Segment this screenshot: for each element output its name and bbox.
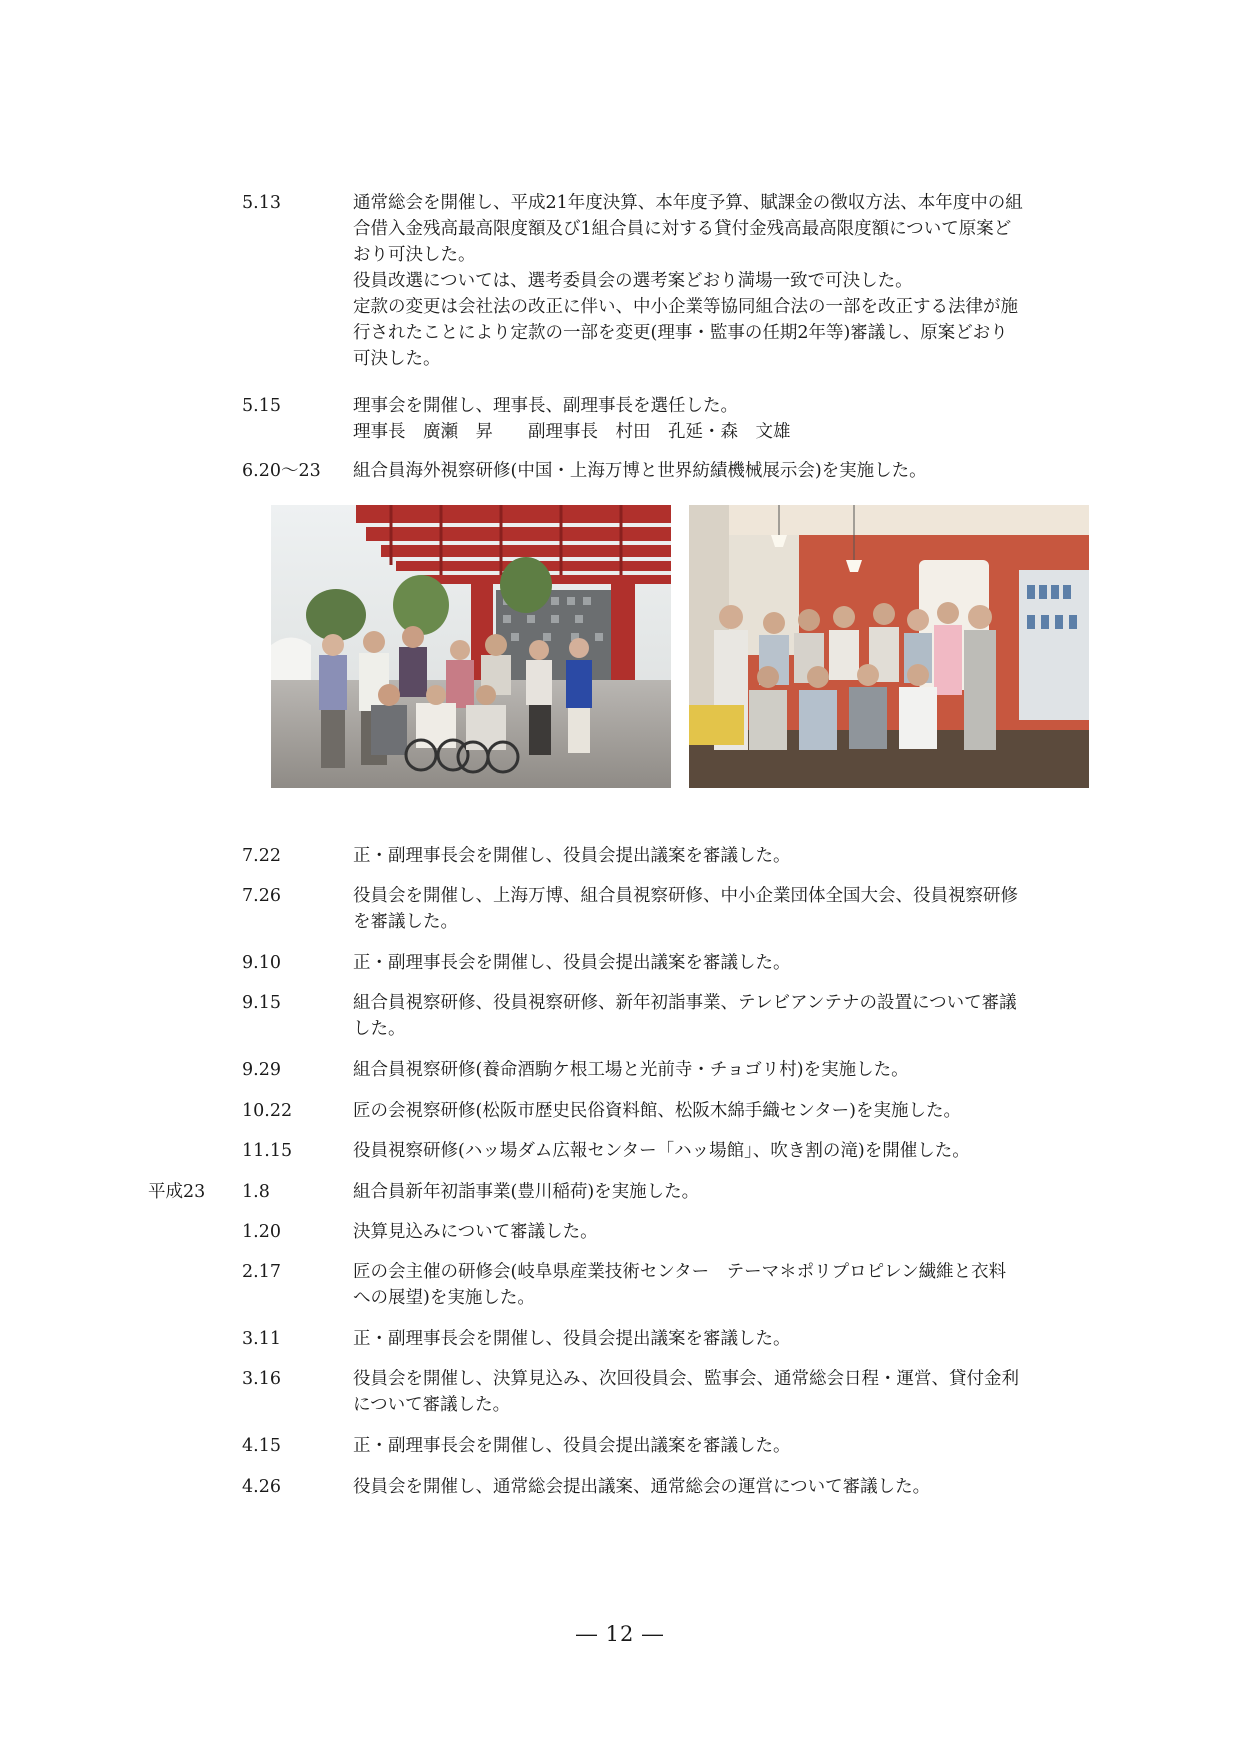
entry-text — [353, 1433, 1093, 1459]
entry-text — [353, 1179, 1093, 1205]
entry-line: 役員改選については、選考委員会の選考案どおり満場一致で可決した。 — [353, 271, 913, 291]
entry-text — [353, 950, 1093, 976]
entry-date: 4.15 — [242, 1436, 281, 1456]
entry-date: 2.17 — [242, 1262, 281, 1282]
entry-line: 役員会を開催し、上海万博、組合員視察研修、中小企業団体全国大会、役員視察研修 — [353, 886, 1018, 906]
entry-line: 組合員視察研修(養命酒駒ケ根工場と光前寺・チョゴリ村)を実施した。 — [353, 1060, 909, 1080]
entry-date: 9.10 — [242, 953, 281, 973]
entry-line: 組合員視察研修、役員視察研修、新年初詣事業、テレビアンテナの設置について審議 — [353, 993, 1017, 1013]
entry-line: 定款の変更は会社法の改正に伴い、中小企業等協同組合法の一部を改正する法律が施 — [353, 297, 1018, 317]
entry-text — [353, 1326, 1093, 1352]
entry-line: 決算見込みについて審議した。 — [353, 1222, 598, 1242]
entry-date: 3.11 — [242, 1329, 281, 1349]
entry-line: 役員会を開催し、決算見込み、次回役員会、監事会、通常総会日程・運営、貸付金利 — [353, 1369, 1020, 1389]
entry-line: 正・副理事長会を開催し、役員会提出議案を審議した。 — [353, 846, 791, 866]
entry-date: 5.13 — [242, 193, 281, 213]
entry-date: 9.29 — [242, 1060, 281, 1080]
entry-text — [353, 1259, 1093, 1311]
entry-line: への展望)を実施した。 — [353, 1288, 535, 1308]
entry-date: 3.16 — [242, 1369, 281, 1389]
expo-group-photo — [271, 505, 671, 788]
entry-line: した。 — [353, 1019, 406, 1039]
entry-line: について審議した。 — [353, 1395, 511, 1415]
entry-line: 役員視察研修(ハッ場ダム広報センター「ハッ場館」、吹き割の滝)を開催した。 — [353, 1141, 970, 1161]
entry-text — [353, 458, 1093, 484]
banquet-group-photo — [689, 505, 1089, 788]
entry-line: 理事長 廣瀬 昇 副理事長 村田 孔延・森 文雄 — [353, 422, 791, 442]
entry-text — [353, 393, 1093, 445]
entry-date: 4.26 — [242, 1477, 281, 1497]
entry-line: 可決した。 — [353, 349, 441, 369]
entry-date: 7.26 — [242, 886, 281, 906]
entry-line: 合借入金残高最高限度額及び1組合員に対する貸付金残高最高限度額について原案ど — [353, 219, 1012, 239]
entry-text — [353, 1474, 1093, 1500]
entry-date: 7.22 — [242, 846, 281, 866]
entry-line: 正・副理事長会を開催し、役員会提出議案を審議した。 — [353, 1329, 791, 1349]
entry-text — [353, 1098, 1093, 1124]
entry-date: 6.20～23 — [242, 461, 321, 481]
entry-date: 1.20 — [242, 1222, 281, 1242]
entry-text — [353, 1366, 1093, 1418]
entry-date: 11.15 — [242, 1141, 293, 1161]
entry-date: 10.22 — [242, 1101, 293, 1121]
page-number: ― 12 ― — [575, 1622, 665, 1646]
entry-text — [353, 990, 1093, 1042]
entry-line: 行されたことにより定款の一部を変更(理事・監事の任期2年等)審議し、原案どおり — [353, 323, 1008, 343]
entry-date: 9.15 — [242, 993, 281, 1013]
entry-date: 1.8 — [242, 1182, 270, 1202]
entry-line: 組合員新年初詣事業(豊川稲荷)を実施した。 — [353, 1182, 700, 1202]
entry-line: 理事会を開催し、理事長、副理事長を選任した。 — [353, 396, 738, 416]
entry-text — [353, 1138, 1093, 1164]
entry-line: 通常総会を開催し、平成21年度決算、本年度予算、賦課金の徴収方法、本年度中の組 — [353, 193, 1023, 213]
entry-year: 平成23 — [148, 1182, 206, 1202]
entry-line: 匠の会主催の研修会(岐阜県産業技術センター テーマ＊ポリプロピレン繊維と衣料 — [353, 1262, 1007, 1282]
entry-text — [353, 1057, 1093, 1083]
entry-date: 5.15 — [242, 396, 281, 416]
entry-text — [353, 1219, 1093, 1245]
entry-line: を審議した。 — [353, 912, 458, 932]
entry-text — [353, 190, 1093, 372]
entry-line: 組合員海外視察研修(中国・上海万博と世界紡績機械展示会)を実施した。 — [353, 461, 927, 481]
entry-text — [353, 843, 1093, 869]
entry-line: おり可決した。 — [353, 245, 476, 265]
entry-line: 匠の会視察研修(松阪市歴史民俗資料館、松阪木綿手織センター)を実施した。 — [353, 1101, 961, 1121]
entry-line: 正・副理事長会を開催し、役員会提出議案を審議した。 — [353, 953, 791, 973]
entry-line: 正・副理事長会を開催し、役員会提出議案を審議した。 — [353, 1436, 791, 1456]
entry-line: 役員会を開催し、通常総会提出議案、通常総会の運営について審議した。 — [353, 1477, 931, 1497]
entry-text — [353, 883, 1093, 935]
